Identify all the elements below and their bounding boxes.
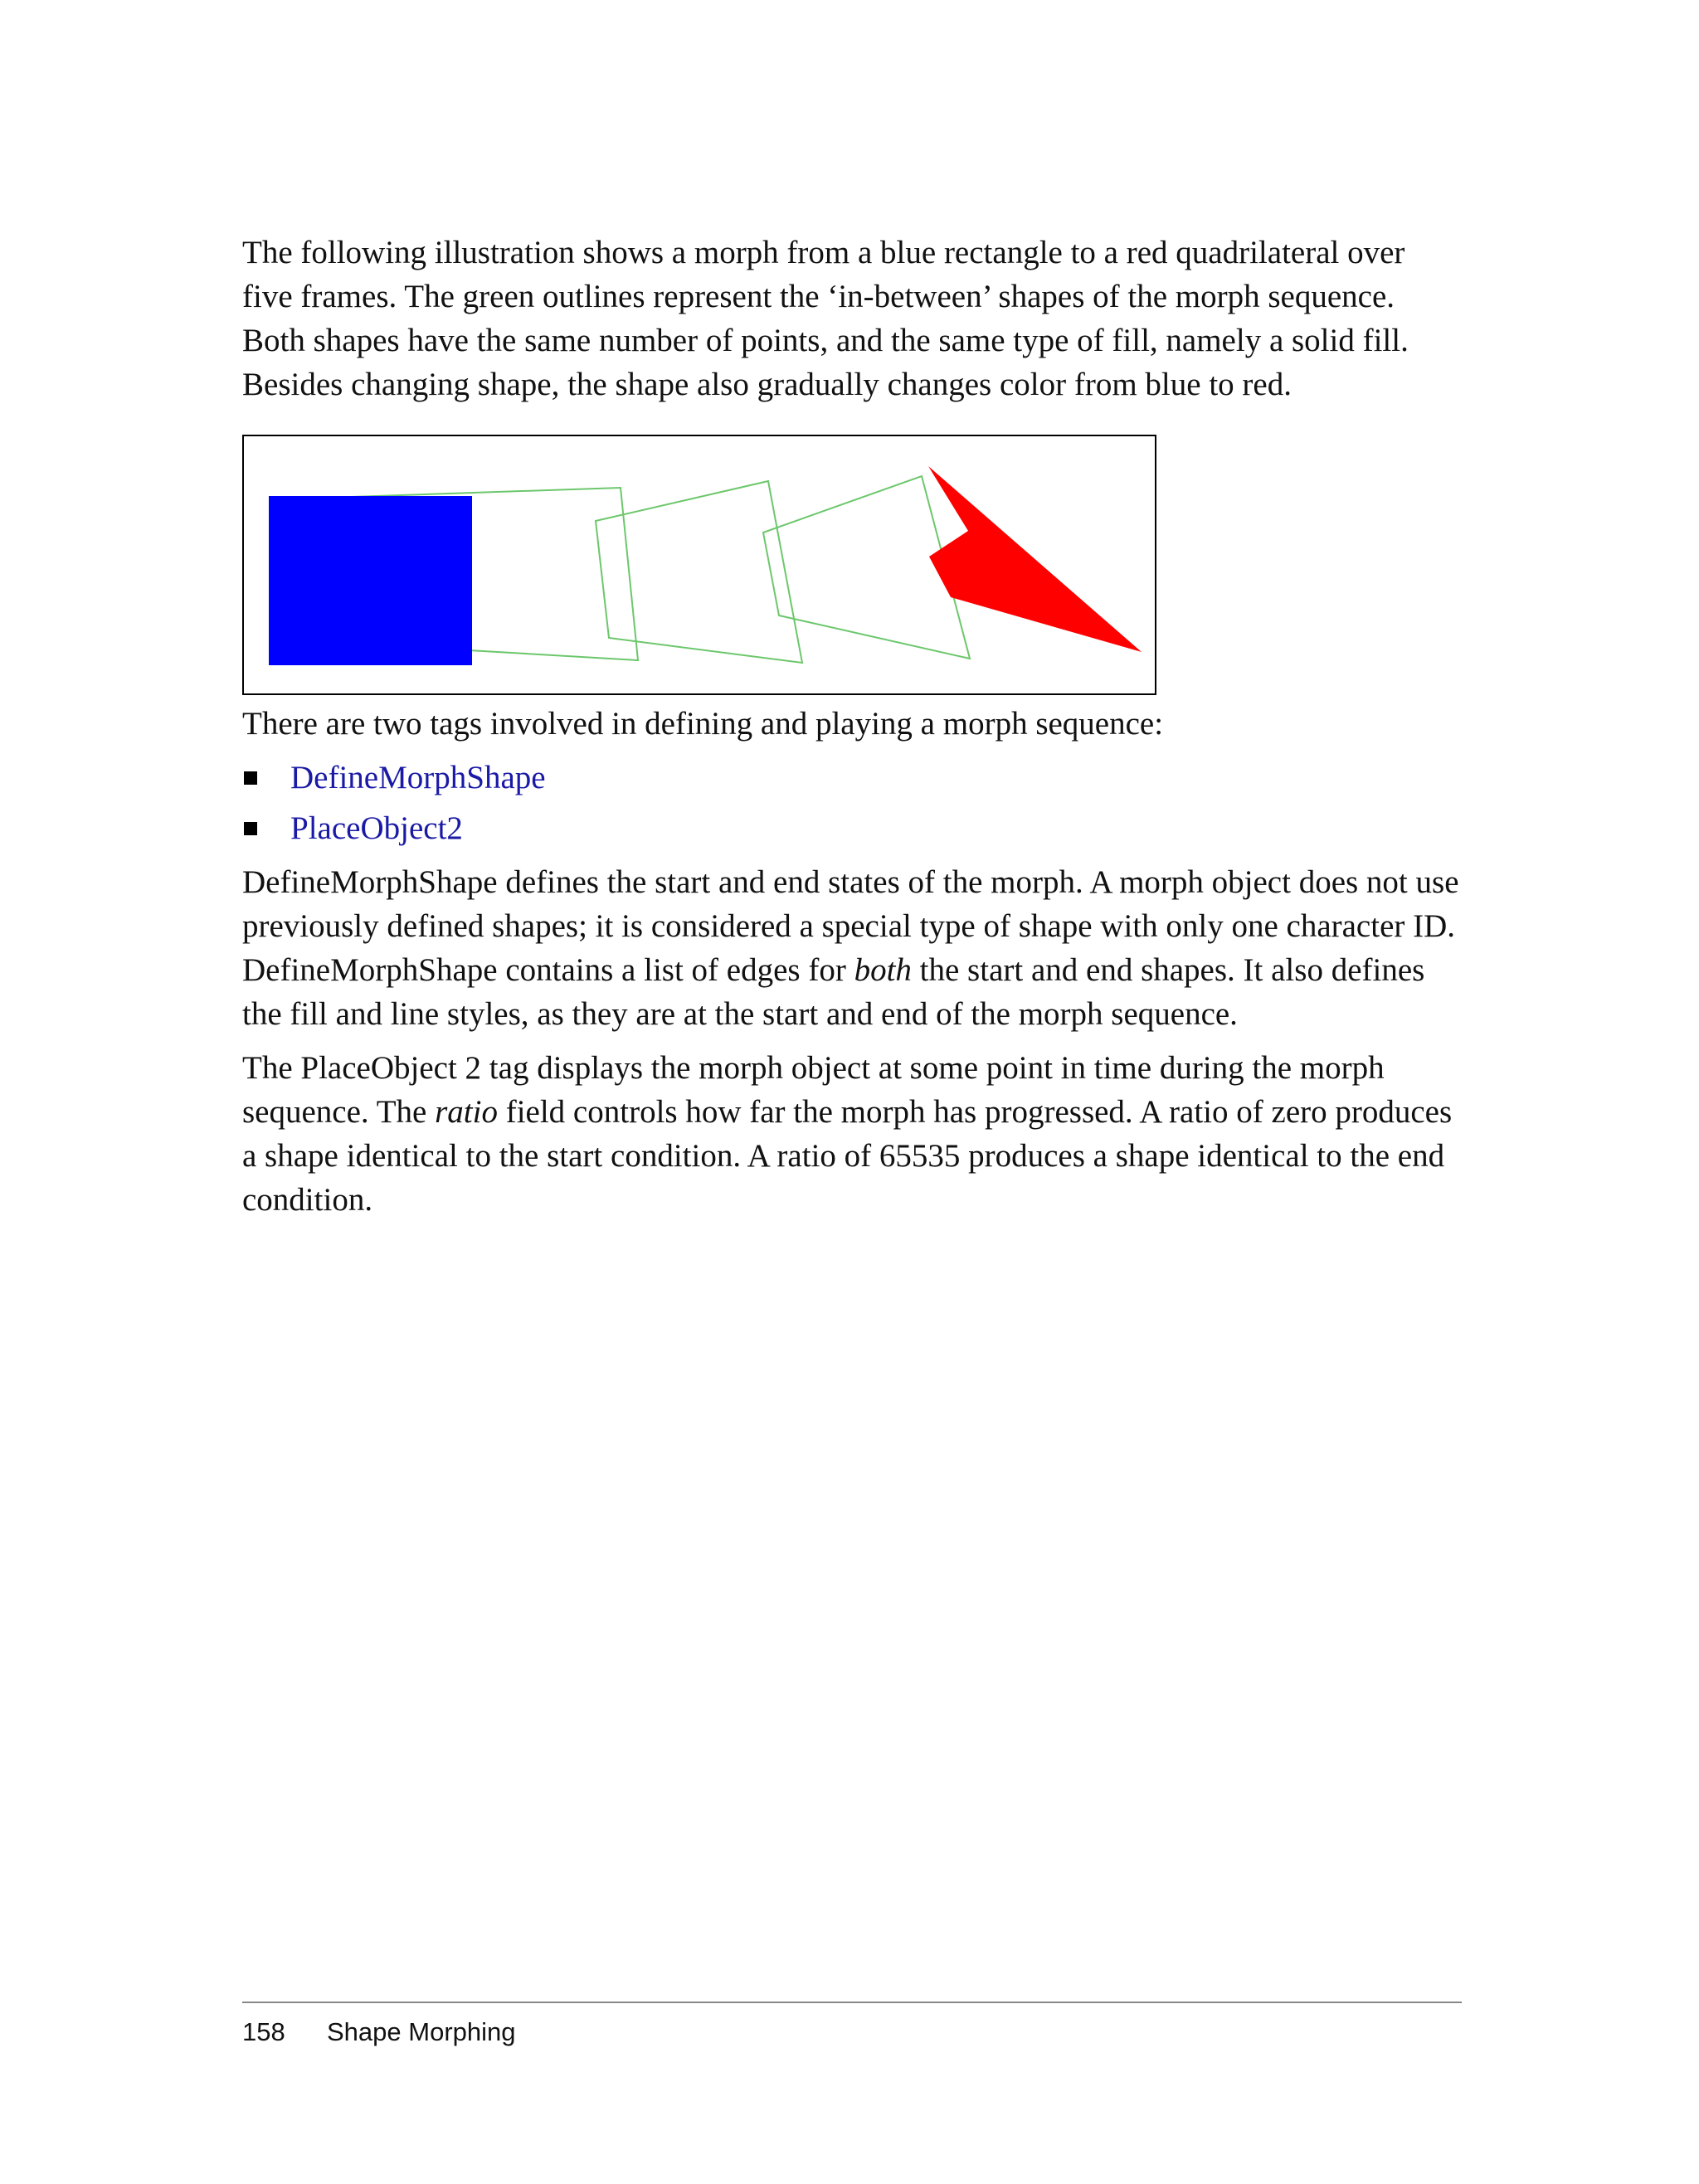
emphasis-both: both xyxy=(854,952,912,988)
list-item xyxy=(242,752,1462,803)
page-footer xyxy=(242,2002,1462,2048)
placeobject2-paragraph xyxy=(242,1046,1462,1222)
text-run: the start and end shapes. It also defines the fill and line styles, as they are at the start and end of the morph sequence. xyxy=(242,952,1425,1032)
list-item xyxy=(242,803,1462,854)
intro-paragraph: The following illustration shows a morph from a blue rectangle to a red quadrilateral over five frames. The green outlines represent the ‘in-between’ shapes of the morph sequence. Both shapes have the same number of points, and the same type of fill, namely a solid fill. Besides changing shape, the shape also gradually changes color from blue to red. xyxy=(242,235,1409,402)
page-content xyxy=(242,231,1462,1222)
section-title: Shape Morphing xyxy=(327,2017,516,2046)
text-run: field controls how far the morph has progressed. A ratio of zero produces a shape identical to the start condition. A ratio of 65535 produces a shape identical to the end condition. xyxy=(242,1094,1453,1218)
definemorphshape-paragraph xyxy=(242,860,1462,1036)
square-bullet-icon xyxy=(244,822,257,835)
text-run: The PlaceObject 2 tag displays the morph object at some point in time during the morph sequence. The xyxy=(242,1050,1385,1130)
morph-tag-list xyxy=(242,752,1462,854)
square-bullet-icon xyxy=(244,771,257,785)
morph-illustration-svg xyxy=(244,436,1158,697)
link-definemorphshape[interactable]: DefineMorphShape xyxy=(290,760,546,795)
morph-start-shape xyxy=(269,496,472,665)
emphasis-ratio: ratio xyxy=(435,1094,498,1130)
text-run: DefineMorphShape defines the start and end states of the morph. A morph object does not use previously defined shapes; it is considered a special type of shape with only one character ID. DefineMorphShape contains a list of edges for xyxy=(242,864,1459,988)
morph-illustration xyxy=(242,435,1156,695)
link-placeobject2[interactable]: PlaceObject2 xyxy=(290,810,463,846)
tags-intro: There are two tags involved in defining and playing a morph sequence: xyxy=(242,706,1164,742)
page-number: 158 xyxy=(242,2017,285,2046)
